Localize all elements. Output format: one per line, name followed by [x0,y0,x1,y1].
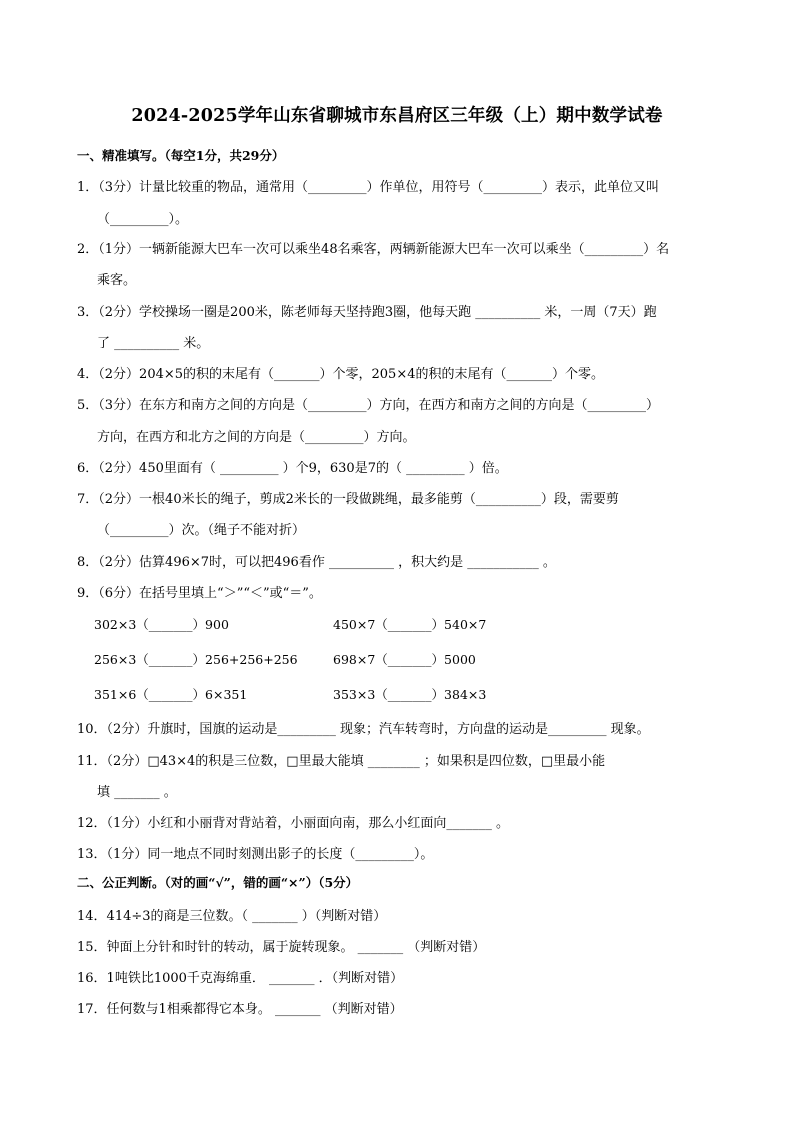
question-5-line-2: 方向，在西方和北方之间的方向是（_________）方向。 [97,430,416,445]
question-7-line-2: （_________）次。（绳子不能对折） [97,523,306,538]
question-3-line-1: 3．（2分）学校操场一圈是200米，陈老师每天坚持跑3圈，他每天跑 __________ 米，一周（7天）跑 [77,305,657,320]
question-12: 12．（1分）小红和小丽背对背站着，小丽面向南，那么小红面向_______ 。 [77,816,509,831]
question-15: 15．钟面上分针和时针的转动，属于旋转现象。 _______ （判断对错） [77,940,486,955]
question-10: 10．（2分）升旗时，国旗的运动是_________ 现象；汽车转弯时，方向盘的运动是_________ 现象。 [77,722,650,737]
section-judgement-heading: 二、公正判断。（对的画“√”，错的画“×”）（5分） [77,875,359,890]
section-fill-in-heading: 一、精准填写。（每空1分，共29分） [77,148,285,163]
question-8: 8．（2分）估算496×7时，可以把496看作 __________ ，积大约是 ___________ 。 [77,555,556,570]
question-6: 6．（2分）450里面有（ _________ ）个9，630是7的（ _________ ）倍。 [77,461,508,476]
question-14: 14．414÷3的商是三位数。（ _______ ）（判断对错） [77,909,387,924]
question-1-line-1: 1．（3分）计量比较重的物品，通常用（_________）作单位，用符号（_________）表示，此单位又叫 [77,180,660,195]
question-17: 17．任何数与1相乘都得它本身。 _______ （判断对错） [77,1002,403,1017]
question-11-line-2: 填 _______ 。 [97,785,177,800]
question-7-line-1: 7．（2分）一根40米长的绳子，剪成2米长的一段做跳绳，最多能剪（__________）段，需要剪 [77,492,619,507]
question-1-line-2: （_________）。 [97,212,189,227]
question-9: 9．（6分）在括号里填上“＞”“＜”或“＝”。 [77,586,322,601]
question-2-line-2: 乘客。 [97,273,137,288]
comparison-item: 302×3（_______）900 [94,617,229,632]
exam-title: 2024-2025学年山东省聊城市东昌府区三年级（上）期中数学试卷 [131,106,663,126]
comparison-item: 256×3（_______）256+256+256 [94,652,298,667]
question-13: 13．（1分）同一地点不同时刻测出影子的长度（_________）。 [77,847,434,862]
question-5-line-1: 5．（3分）在东方和南方之间的方向是（_________）方向，在西方和南方之间的方向是（_________） [77,398,660,413]
question-16: 16．1吨铁比1000千克海绵重． _______ ．（判断对错） [77,971,404,986]
question-11-line-1: 11．（2分）□43×4的积是三位数，□里最大能填 ________ ；如果积是四位数，□里最小能 [77,754,606,769]
question-2-line-1: 2．（1分）一辆新能源大巴车一次可以乘坐48名乘客，两辆新能源大巴车一次可以乘坐（_________）名 [77,242,670,257]
question-4: 4．（2分）204×5的积的末尾有（_______）个零，205×4的积的末尾有（_______）个零。 [77,367,604,382]
comparison-item: 351×6（_______）6×351 [94,687,248,702]
comparison-item: 698×7（_______）5000 [333,652,476,667]
question-3-line-2: 了 __________ 米。 [97,336,210,351]
comparison-item: 450×7（_______）540×7 [333,617,487,632]
comparison-item: 353×3（_______）384×3 [333,687,487,702]
